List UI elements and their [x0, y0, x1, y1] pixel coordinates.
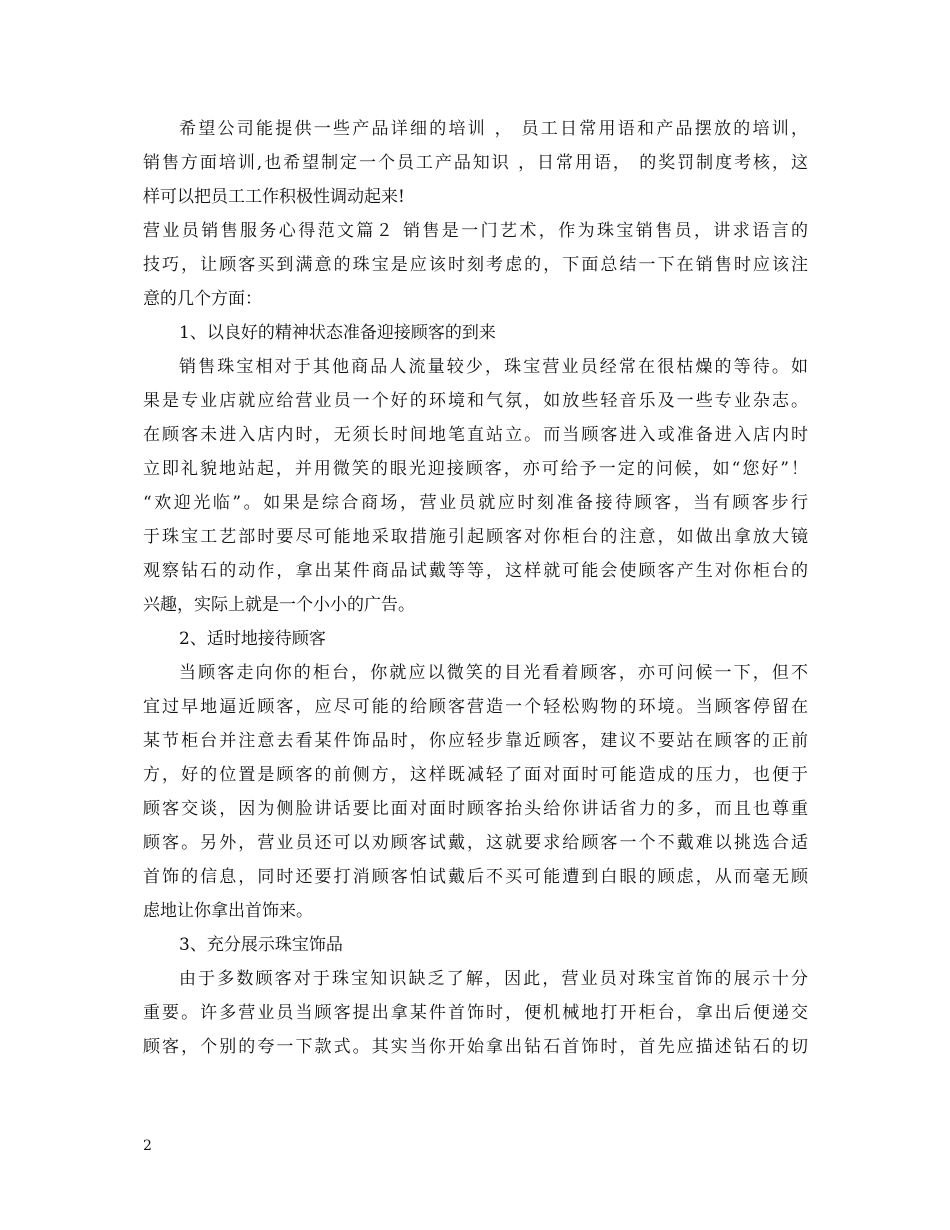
document-body	[143, 112, 808, 1064]
paragraph-line: 首饰的信息，同时还要打消顾客怕试戴后不买可能遭到白眼的顾虑，从而毫无顾	[143, 867, 808, 887]
paragraph-line: 果是专业店就应给营业员一个好的环境和气氛，如放些轻音乐及一些专业杂志。	[143, 391, 808, 411]
paragraph-line: “欢迎光临”。如果是综合商场，营业员就应时刻准备接待顾客，当有顾客步行	[143, 493, 808, 513]
numbered-heading: 3、充分展示珠宝饰品	[179, 935, 343, 955]
section-title-line: 营业员销售服务心得范文篇２ 销售是一门艺术，作为珠宝销售员，讲求语言的	[143, 221, 808, 241]
paragraph-line: 顾客，个别的夸一下款式。其实当你开始拿出钻石首饰时，首先应描述钻石的切	[143, 1037, 808, 1057]
paragraph-line: 意的几个方面：	[143, 289, 262, 309]
paragraph-line: 虑地让你拿出首饰来。	[143, 901, 313, 921]
paragraph-line: 某节柜台并注意去看某件饰品时，你应轻步靠近顾客，建议不要站在顾客的正前	[143, 731, 808, 751]
paragraph-line: 立即礼貌地站起，并用微笑的眼光迎接顾客，亦可给予一定的问候，如“您好”！	[143, 459, 808, 479]
paragraph-line: 销售珠宝相对于其他商品人流量较少，珠宝营业员经常在很枯燥的等待。如	[179, 357, 808, 377]
paragraph-line: 宜过早地逼近顾客，应尽可能的给顾客营造一个轻松购物的环境。当顾客停留在	[143, 697, 808, 717]
paragraph-line: 兴趣，实际上就是一个小小的广告。	[143, 595, 415, 615]
paragraph-line: 由于多数顾客对于珠宝知识缺乏了解，因此，营业员对珠宝首饰的展示十分	[179, 969, 808, 989]
paragraph-line: 顾客交谈，因为侧脸讲话要比面对面时顾客抬头给你讲话省力的多，而且也尊重	[143, 799, 808, 819]
paragraph-line: 方，好的位置是顾客的前侧方，这样既减轻了面对面时可能造成的压力，也便于	[143, 765, 808, 785]
paragraph-line: 希望公司能提供一些产品详细的培训 ， 员工日常用语和产品摆放的培训，	[179, 119, 808, 139]
paragraph-line: 样可以把员工工作积极性调动起来!	[143, 187, 405, 207]
paragraph-line: 技巧，让顾客买到满意的珠宝是应该时刻考虑的，下面总结一下在销售时应该注	[143, 255, 808, 275]
numbered-heading: 1、以良好的精神状态准备迎接顾客的到来	[179, 323, 496, 343]
paragraph-line: 销售方面培训,也希望制定一个员工产品知识 ，日常用语， 的奖罚制度考核，这	[143, 153, 808, 173]
paragraph-line: 当顾客走向你的柜台，你就应以微笑的目光看着顾客，亦可问候一下，但不	[179, 663, 808, 683]
paragraph-line: 在顾客未进入店内时，无须长时间地笔直站立。而当顾客进入或准备进入店内时	[143, 425, 808, 445]
page-number: 2	[143, 1138, 152, 1154]
paragraph-line: 观察钻石的动作，拿出某件商品试戴等等，这样就可能会使顾客产生对你柜台的	[143, 561, 808, 581]
paragraph-line: 重要。许多营业员当顾客提出拿某件首饰时，便机械地打开柜台，拿出后便递交	[143, 1003, 808, 1023]
paragraph-line: 顾客。另外，营业员还可以劝顾客试戴，这就要求给顾客一个不戴难以挑选合适	[143, 833, 808, 853]
numbered-heading: 2、适时地接待顾客	[179, 629, 326, 649]
paragraph-line: 于珠宝工艺部时要尽可能地采取措施引起顾客对你柜台的注意，如做出拿放大镜	[143, 527, 808, 547]
